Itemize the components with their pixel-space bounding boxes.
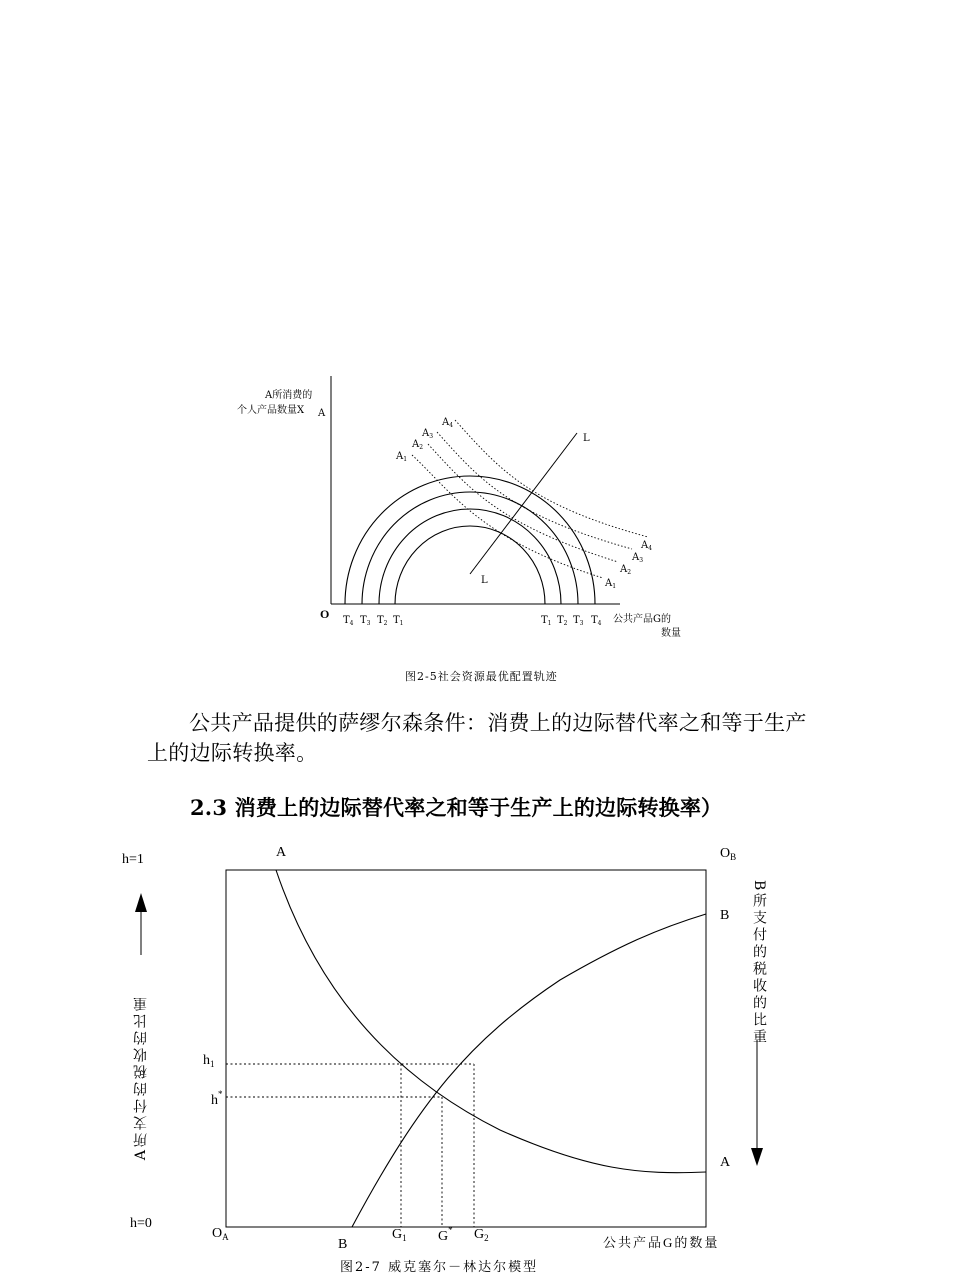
bottom-B-label: B bbox=[338, 1237, 348, 1252]
tick-T3-right: $T_3$ bbox=[573, 615, 584, 627]
tick-T1-right: $T_1$ bbox=[541, 615, 552, 627]
Gstar-sup: * bbox=[448, 1225, 453, 1235]
G2-main: G bbox=[474, 1227, 485, 1242]
Gstar-main: G bbox=[438, 1229, 449, 1244]
x-axis-label-line2: 数量 bbox=[661, 628, 681, 639]
line-L-label-bottom: L bbox=[481, 575, 488, 586]
y-axis-label-line1: A所消费的 bbox=[265, 390, 313, 401]
label-A4-right: $A_4$ bbox=[641, 540, 653, 552]
figure1-caption: 图2-5社会资源最优配置轨迹 bbox=[405, 670, 558, 683]
tick-T1-left: $T_1$ bbox=[393, 615, 404, 627]
origin-label: O bbox=[320, 607, 330, 621]
h-bottom-label: h=0 bbox=[130, 1216, 152, 1231]
label-A2-right: $A_2$ bbox=[620, 564, 632, 576]
arc-T4 bbox=[345, 476, 595, 604]
y-axis-label-line2: 个人产品数量X bbox=[237, 405, 305, 416]
x-axis-label-line1: 公共产品G的 bbox=[613, 614, 671, 625]
label-A1-top: $A_1$ bbox=[396, 451, 408, 463]
line-L bbox=[470, 433, 577, 574]
tick-T3-left: $T_3$ bbox=[360, 615, 371, 627]
curve-A4 bbox=[455, 420, 648, 537]
curve-A1 bbox=[412, 455, 603, 578]
Gstar-label bbox=[438, 1225, 453, 1244]
top-OB-label bbox=[720, 846, 736, 862]
top-OB-sub: B bbox=[730, 852, 737, 862]
right-A-label: A bbox=[720, 1155, 731, 1170]
curve-A bbox=[276, 870, 706, 1173]
label-A1-right: $A_1$ bbox=[605, 578, 617, 590]
arc-T1 bbox=[395, 526, 545, 604]
right-vertical-label: B所支付的税收的比重 bbox=[751, 880, 767, 1047]
bottom-OA-label bbox=[212, 1226, 229, 1242]
G2-sub: 2 bbox=[484, 1233, 489, 1243]
paragraph-line2: 上的边际转换率。 bbox=[147, 741, 318, 765]
paragraph-line1: 公共产品提供的萨缪尔森条件：消费上的边际替代率之和等于生产 bbox=[189, 711, 807, 735]
figure2-caption: 图2-7 威克塞尔－林达尔模型 bbox=[340, 1260, 539, 1275]
label-A2-top: $A_2$ bbox=[412, 439, 424, 451]
h1-sub: 1 bbox=[210, 1059, 215, 1069]
label-A3-right: $A_3$ bbox=[632, 552, 644, 564]
section-heading: 2.3 消费上的边际替代率之和等于生产上的边际转换率） bbox=[190, 795, 723, 820]
bottom-OA-main: O bbox=[212, 1226, 223, 1241]
label-A3-top: $A_3$ bbox=[422, 428, 434, 440]
right-tick-labels bbox=[541, 615, 602, 627]
line-L-label-top: L bbox=[583, 433, 590, 444]
curve-A3 bbox=[437, 432, 632, 549]
up-arrow-icon bbox=[135, 893, 147, 912]
left-tick-labels bbox=[343, 615, 404, 627]
h-top-label: h=1 bbox=[122, 852, 144, 867]
right-B-label: B bbox=[720, 908, 730, 923]
x-axis-label-fig2: 公共产品G的数量 bbox=[603, 1235, 720, 1250]
model-box bbox=[226, 870, 706, 1227]
bottom-OA-sub: A bbox=[222, 1232, 229, 1242]
h1-main: h bbox=[203, 1053, 210, 1068]
tick-T2-right: $T_2$ bbox=[557, 615, 568, 627]
G1-label bbox=[392, 1227, 407, 1243]
G1-main: G bbox=[392, 1227, 403, 1242]
y-axis-label-sub: A bbox=[318, 408, 326, 419]
down-arrow-icon bbox=[751, 1148, 763, 1166]
hstar-label bbox=[211, 1089, 223, 1108]
hstar-sup: * bbox=[218, 1089, 223, 1099]
top-OB-main: O bbox=[720, 846, 731, 861]
body-paragraph bbox=[147, 708, 847, 768]
hstar-main: h bbox=[211, 1093, 218, 1108]
arc-T2 bbox=[379, 509, 561, 604]
G2-label bbox=[474, 1227, 489, 1243]
h1-label bbox=[203, 1053, 215, 1069]
curve-B bbox=[352, 914, 706, 1227]
tick-T4-right: $T_4$ bbox=[591, 615, 602, 627]
label-A4-top: $A_4$ bbox=[442, 417, 454, 429]
tick-T4-left: $T_4$ bbox=[343, 615, 354, 627]
left-vertical-label: A所支付的税收的比重 bbox=[133, 994, 149, 1161]
tick-T2-left: $T_2$ bbox=[377, 615, 388, 627]
top-A-label: A bbox=[276, 845, 287, 860]
G1-sub: 1 bbox=[402, 1233, 407, 1243]
curve-A2 bbox=[428, 444, 618, 562]
